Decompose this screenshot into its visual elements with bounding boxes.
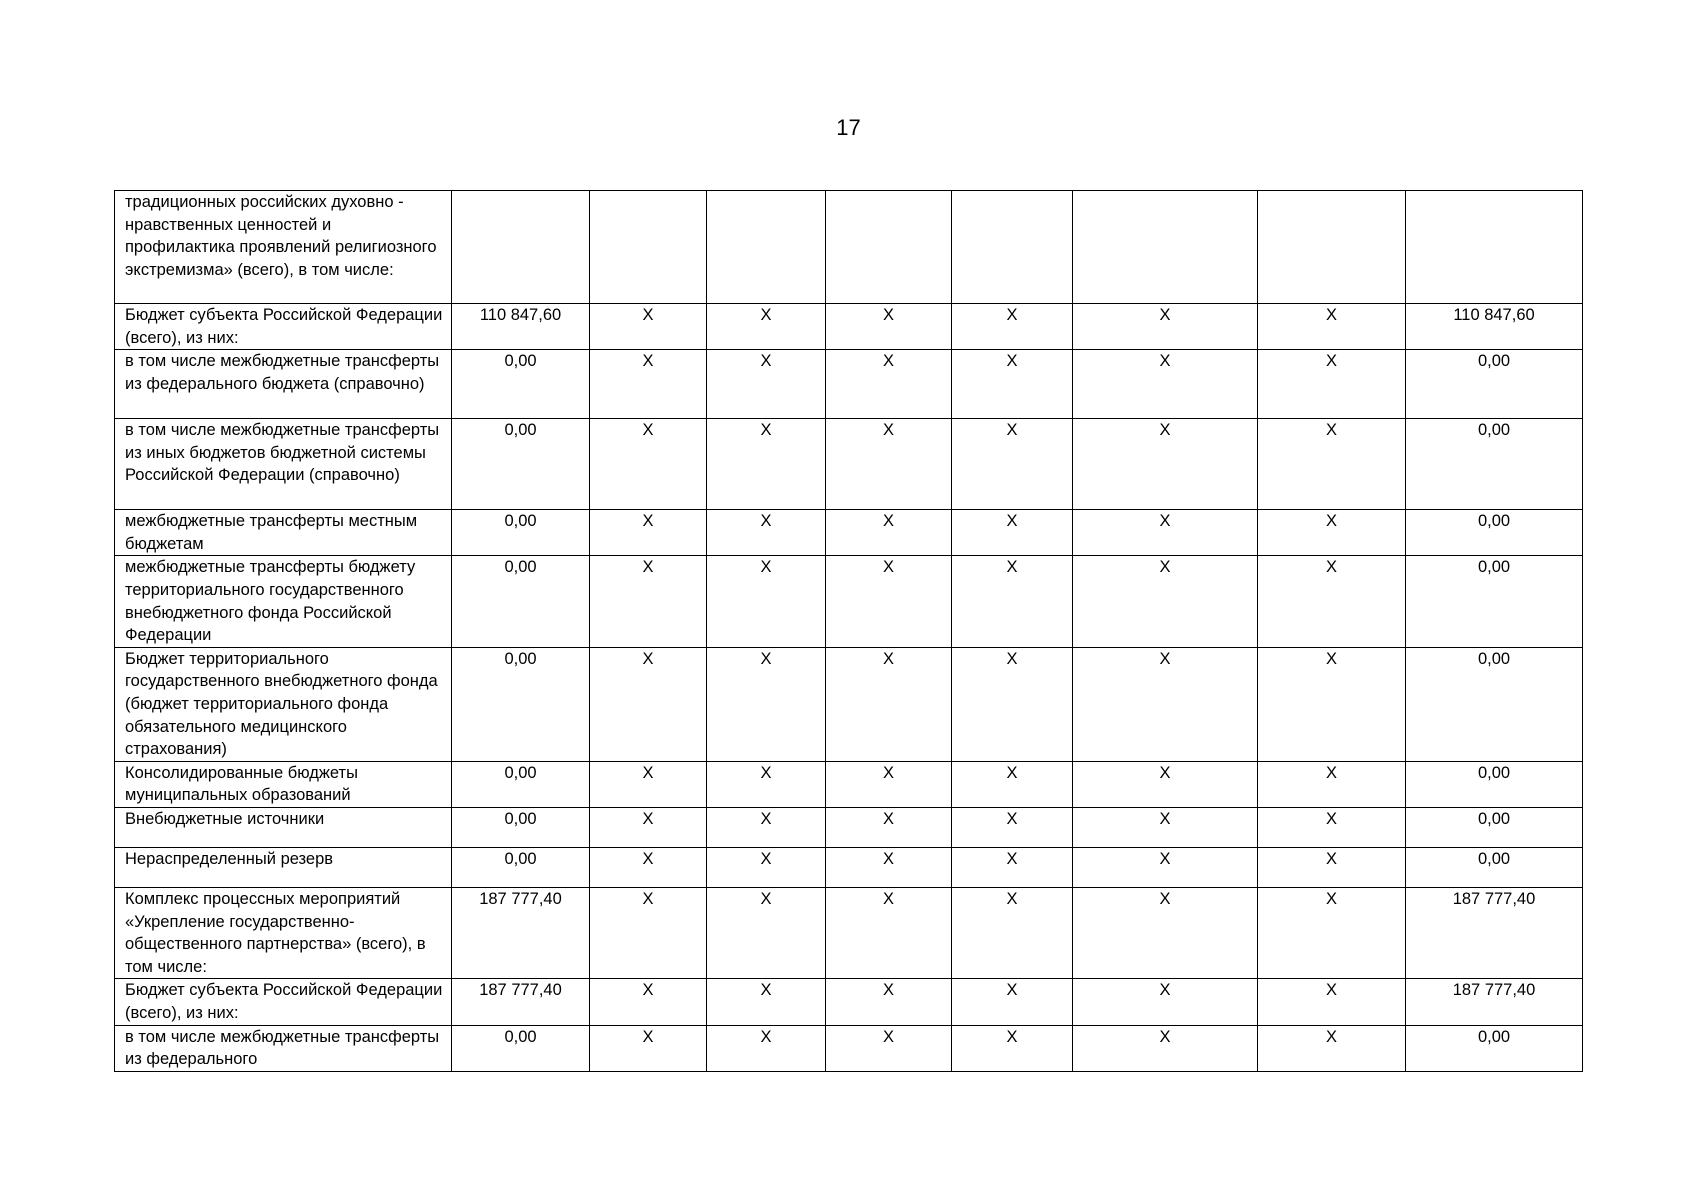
- value-cell: X: [952, 761, 1073, 807]
- value-cell: X: [590, 350, 707, 419]
- value-cell: 0,00: [452, 1025, 590, 1071]
- value-cell: X: [1073, 887, 1258, 978]
- value-cell: X: [952, 647, 1073, 761]
- value-cell: X: [1073, 807, 1258, 847]
- value-cell: [826, 191, 952, 304]
- table-row: [115, 887, 1583, 978]
- budget-table: [114, 190, 1583, 1072]
- value-cell: 0,00: [452, 556, 590, 647]
- value-cell: X: [826, 510, 952, 556]
- value-cell: X: [590, 556, 707, 647]
- value-cell: X: [707, 556, 826, 647]
- table-row: [115, 647, 1583, 761]
- value-cell: 187 777,40: [452, 887, 590, 978]
- value-cell: X: [952, 807, 1073, 847]
- row-label-cell: в том числе межбюджетные трансферты из иных бюджетов бюджетной системы Российской Федерации (справочно): [115, 419, 452, 510]
- value-cell: X: [826, 419, 952, 510]
- value-cell: X: [707, 887, 826, 978]
- table-row: [115, 304, 1583, 350]
- value-cell: X: [1073, 847, 1258, 887]
- value-cell: X: [590, 847, 707, 887]
- table-body: [115, 191, 1583, 1072]
- value-cell: X: [707, 647, 826, 761]
- value-cell: X: [1258, 647, 1406, 761]
- value-cell: X: [826, 979, 952, 1025]
- row-label-cell: в том числе межбюджетные трансферты из федерального: [115, 1025, 452, 1071]
- value-cell: 187 777,40: [452, 979, 590, 1025]
- row-label-cell: межбюджетные трансферты бюджету территориального государственного внебюджетного фонда Российской Федерации: [115, 556, 452, 647]
- value-cell: X: [1073, 419, 1258, 510]
- value-cell: X: [1258, 1025, 1406, 1071]
- value-cell: 0,00: [452, 761, 590, 807]
- value-cell: 0,00: [1406, 350, 1583, 419]
- row-label-cell: межбюджетные трансферты местным бюджетам: [115, 510, 452, 556]
- value-cell: X: [826, 350, 952, 419]
- value-cell: X: [1258, 510, 1406, 556]
- value-cell: X: [707, 510, 826, 556]
- value-cell: [590, 191, 707, 304]
- value-cell: X: [826, 556, 952, 647]
- value-cell: X: [1258, 350, 1406, 419]
- value-cell: X: [1258, 979, 1406, 1025]
- value-cell: 0,00: [452, 419, 590, 510]
- row-label-cell: Нераспределенный резерв: [115, 847, 452, 887]
- value-cell: X: [590, 510, 707, 556]
- value-cell: X: [952, 979, 1073, 1025]
- value-cell: X: [590, 419, 707, 510]
- value-cell: X: [826, 647, 952, 761]
- table-row: [115, 1025, 1583, 1071]
- value-cell: X: [590, 647, 707, 761]
- value-cell: X: [952, 847, 1073, 887]
- value-cell: 0,00: [1406, 1025, 1583, 1071]
- value-cell: 0,00: [452, 510, 590, 556]
- value-cell: X: [707, 807, 826, 847]
- value-cell: X: [1258, 807, 1406, 847]
- row-label-cell: Бюджет субъекта Российской Федерации (всего), из них:: [115, 304, 452, 350]
- value-cell: X: [1073, 979, 1258, 1025]
- value-cell: X: [707, 979, 826, 1025]
- value-cell: X: [1073, 647, 1258, 761]
- value-cell: X: [590, 979, 707, 1025]
- row-label-cell: Внебюджетные источники: [115, 807, 452, 847]
- value-cell: 0,00: [452, 847, 590, 887]
- value-cell: 0,00: [1406, 419, 1583, 510]
- value-cell: X: [1258, 847, 1406, 887]
- table-row: [115, 510, 1583, 556]
- value-cell: X: [1073, 761, 1258, 807]
- value-cell: 0,00: [452, 647, 590, 761]
- value-cell: X: [952, 350, 1073, 419]
- value-cell: X: [952, 556, 1073, 647]
- value-cell: [707, 191, 826, 304]
- value-cell: [452, 191, 590, 304]
- row-label-cell: традиционных российских духовно - нравственных ценностей и профилактика проявлений религиозного экстремизма» (всего), в том числе:: [115, 191, 452, 304]
- row-label-cell: Бюджет территориального государственного внебюджетного фонда (бюджет территориального фонда обязательного медицинского страхования): [115, 647, 452, 761]
- value-cell: X: [707, 1025, 826, 1071]
- value-cell: X: [590, 304, 707, 350]
- value-cell: X: [590, 1025, 707, 1071]
- value-cell: X: [952, 1025, 1073, 1071]
- value-cell: X: [826, 1025, 952, 1071]
- value-cell: X: [952, 304, 1073, 350]
- table-row: [115, 979, 1583, 1025]
- row-label-cell: в том числе межбюджетные трансферты из федерального бюджета (справочно): [115, 350, 452, 419]
- value-cell: X: [590, 887, 707, 978]
- table-row: [115, 807, 1583, 847]
- table-row: [115, 761, 1583, 807]
- value-cell: X: [1258, 761, 1406, 807]
- value-cell: X: [1073, 1025, 1258, 1071]
- table-row: [115, 556, 1583, 647]
- value-cell: X: [1258, 419, 1406, 510]
- value-cell: X: [952, 419, 1073, 510]
- value-cell: X: [1258, 887, 1406, 978]
- value-cell: 0,00: [452, 807, 590, 847]
- value-cell: 0,00: [1406, 556, 1583, 647]
- value-cell: X: [1258, 304, 1406, 350]
- value-cell: X: [1073, 304, 1258, 350]
- value-cell: [1258, 191, 1406, 304]
- row-label-cell: Комплекс процессных мероприятий «Укрепление государственно-общественного партнерства» (всего), в том числе:: [115, 887, 452, 978]
- value-cell: [1406, 191, 1583, 304]
- value-cell: 0,00: [1406, 761, 1583, 807]
- value-cell: 110 847,60: [452, 304, 590, 350]
- value-cell: X: [707, 350, 826, 419]
- value-cell: X: [590, 807, 707, 847]
- value-cell: [952, 191, 1073, 304]
- value-cell: 0,00: [1406, 647, 1583, 761]
- row-label-cell: Консолидированные бюджеты муниципальных образований: [115, 761, 452, 807]
- table-row: [115, 350, 1583, 419]
- page-number: 17: [836, 115, 861, 140]
- value-cell: X: [1073, 556, 1258, 647]
- table-row: [115, 419, 1583, 510]
- value-cell: 187 777,40: [1406, 887, 1583, 978]
- value-cell: X: [707, 847, 826, 887]
- value-cell: X: [1073, 350, 1258, 419]
- value-cell: X: [952, 887, 1073, 978]
- value-cell: 0,00: [1406, 807, 1583, 847]
- value-cell: X: [826, 304, 952, 350]
- row-label-cell: Бюджет субъекта Российской Федерации (всего), из них:: [115, 979, 452, 1025]
- value-cell: X: [826, 761, 952, 807]
- table-row: [115, 191, 1583, 304]
- value-cell: X: [826, 807, 952, 847]
- value-cell: 0,00: [452, 350, 590, 419]
- value-cell: 187 777,40: [1406, 979, 1583, 1025]
- value-cell: X: [707, 419, 826, 510]
- table-row: [115, 847, 1583, 887]
- value-cell: X: [826, 887, 952, 978]
- value-cell: X: [826, 847, 952, 887]
- value-cell: X: [1258, 556, 1406, 647]
- value-cell: X: [952, 510, 1073, 556]
- value-cell: 0,00: [1406, 510, 1583, 556]
- value-cell: X: [707, 761, 826, 807]
- value-cell: 0,00: [1406, 847, 1583, 887]
- value-cell: [1073, 191, 1258, 304]
- value-cell: X: [590, 761, 707, 807]
- value-cell: X: [1073, 510, 1258, 556]
- value-cell: X: [707, 304, 826, 350]
- value-cell: 110 847,60: [1406, 304, 1583, 350]
